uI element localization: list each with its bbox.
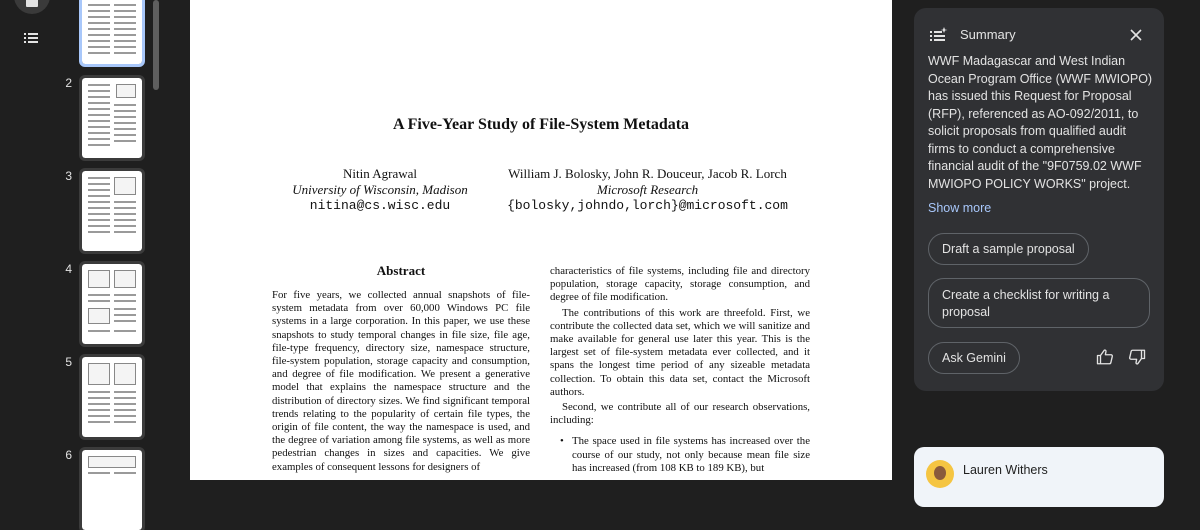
- paragraph: characteristics of file systems, including file and directory population, storage capacity, storage consumption, and degree of file modification.: [550, 265, 810, 304]
- abstract-text: For five years, we collected annual snapshots of file-system metadata from over 60,000 Windows PC file systems in a large corporation. In this paper, we use these snapshots to study temporal changes in file size, file age, file-type frequency, directory size, namespace structure, file-system population, storage capacity and consumption, and degree of file modification. We present a generative model that explains the namespace structure and the distribution of directory sizes. We find significant temporal trends relating to the popularity of certain file types, the origin of file content, the way the namespace is used, and the degree of variation among file systems, as well as more pedestrian changes in sizes and capacities. We give examples of consequent lessons for designers of: [272, 289, 530, 473]
- document-page: [190, 0, 892, 480]
- author-affiliation: University of Wisconsin, Madison: [292, 182, 468, 197]
- paper-title: A Five-Year Study of File-System Metadata: [392, 116, 690, 133]
- page-thumbnails: [62, 0, 160, 480]
- abstract-heading: Abstract: [376, 263, 426, 278]
- outline-list-icon[interactable]: [24, 32, 38, 44]
- paragraph: Second, we contribute all of our research observations, including:: [550, 401, 810, 427]
- author-affiliation: Microsoft Research: [596, 182, 699, 197]
- thumbnail-card[interactable]: [82, 357, 142, 437]
- summary-text: WWF Madagascar and West Indian Ocean Program Office (WWF MWIOPO) has issued this Request for Proposal (RFP), referenced as AO-092/2011, to solicit proposals from qualified audit firms to conduct a comprehensive financial audit of the "9F0759.02 WWF MWIOPO POLICY WORKS" project.: [928, 54, 1153, 191]
- page-icon: [25, 0, 39, 8]
- thumbnail-number: 3: [65, 169, 72, 183]
- author-email: nitina@cs.wisc.edu: [309, 198, 451, 213]
- author-block-1: [270, 166, 490, 214]
- author-email: {bolosky,johndo,lorch}@microsoft.com: [507, 198, 788, 213]
- thumbnail-card[interactable]: [82, 0, 142, 64]
- summary-sparkle-icon: [930, 27, 948, 43]
- thumbnail-card[interactable]: [82, 171, 142, 251]
- create-checklist-chip[interactable]: [928, 278, 1150, 328]
- summary-header: [930, 25, 1150, 45]
- summary-panel: [914, 8, 1164, 391]
- summary-title: Summary: [960, 27, 1016, 42]
- draft-proposal-chip[interactable]: [928, 233, 1089, 265]
- thumbnail-number: 5: [65, 355, 72, 369]
- show-more-link[interactable]: Show more: [928, 201, 992, 215]
- left-rail: [0, 0, 62, 480]
- avatar: [926, 460, 954, 488]
- author-name: Nitin Agrawal: [342, 166, 417, 181]
- right-column: [550, 265, 810, 475]
- thumbnail-card[interactable]: [82, 450, 142, 530]
- abstract-column: [272, 289, 530, 476]
- contact-name: Lauren Withers: [963, 463, 1048, 477]
- chip-label: Ask Gemini: [942, 351, 1006, 365]
- page-view-button[interactable]: [14, 0, 50, 14]
- thumbnail-scrollbar[interactable]: [153, 0, 159, 90]
- bullet-item: • The space used in file systems has increased over the course of our study, not only because mean file size has increased (from 108 KB to 189 KB), but: [550, 435, 810, 475]
- paragraph: The contributions of this work are threefold. First, we contribute the collected data set, which we will sanitize and make available for general use later this year. This is the largest set of file-system metadata ever collected, and it spans the longest time period of any sizeable metadata collection. To obtain this data set, contact the Microsoft authors.: [550, 306, 810, 398]
- thumbnail-card[interactable]: [82, 264, 142, 344]
- chip-label: Draft a sample proposal: [942, 242, 1075, 256]
- close-icon[interactable]: [1126, 25, 1146, 45]
- thumbnail-number: 2: [65, 76, 72, 90]
- author-name: William J. Bolosky, John R. Douceur, Jacob R. Lorch: [508, 166, 787, 181]
- thumbnail-card[interactable]: [82, 78, 142, 158]
- thumbnail-number: 4: [65, 262, 72, 276]
- chip-label: Create a checklist for writing a proposal: [942, 287, 1110, 319]
- thumbs-down-icon[interactable]: [1128, 348, 1146, 366]
- ask-gemini-button[interactable]: [928, 342, 1020, 374]
- thumbs-up-icon[interactable]: [1096, 348, 1114, 366]
- thumbnail-number: 6: [65, 448, 72, 462]
- author-block-2: [495, 166, 800, 214]
- contact-card[interactable]: [914, 447, 1164, 507]
